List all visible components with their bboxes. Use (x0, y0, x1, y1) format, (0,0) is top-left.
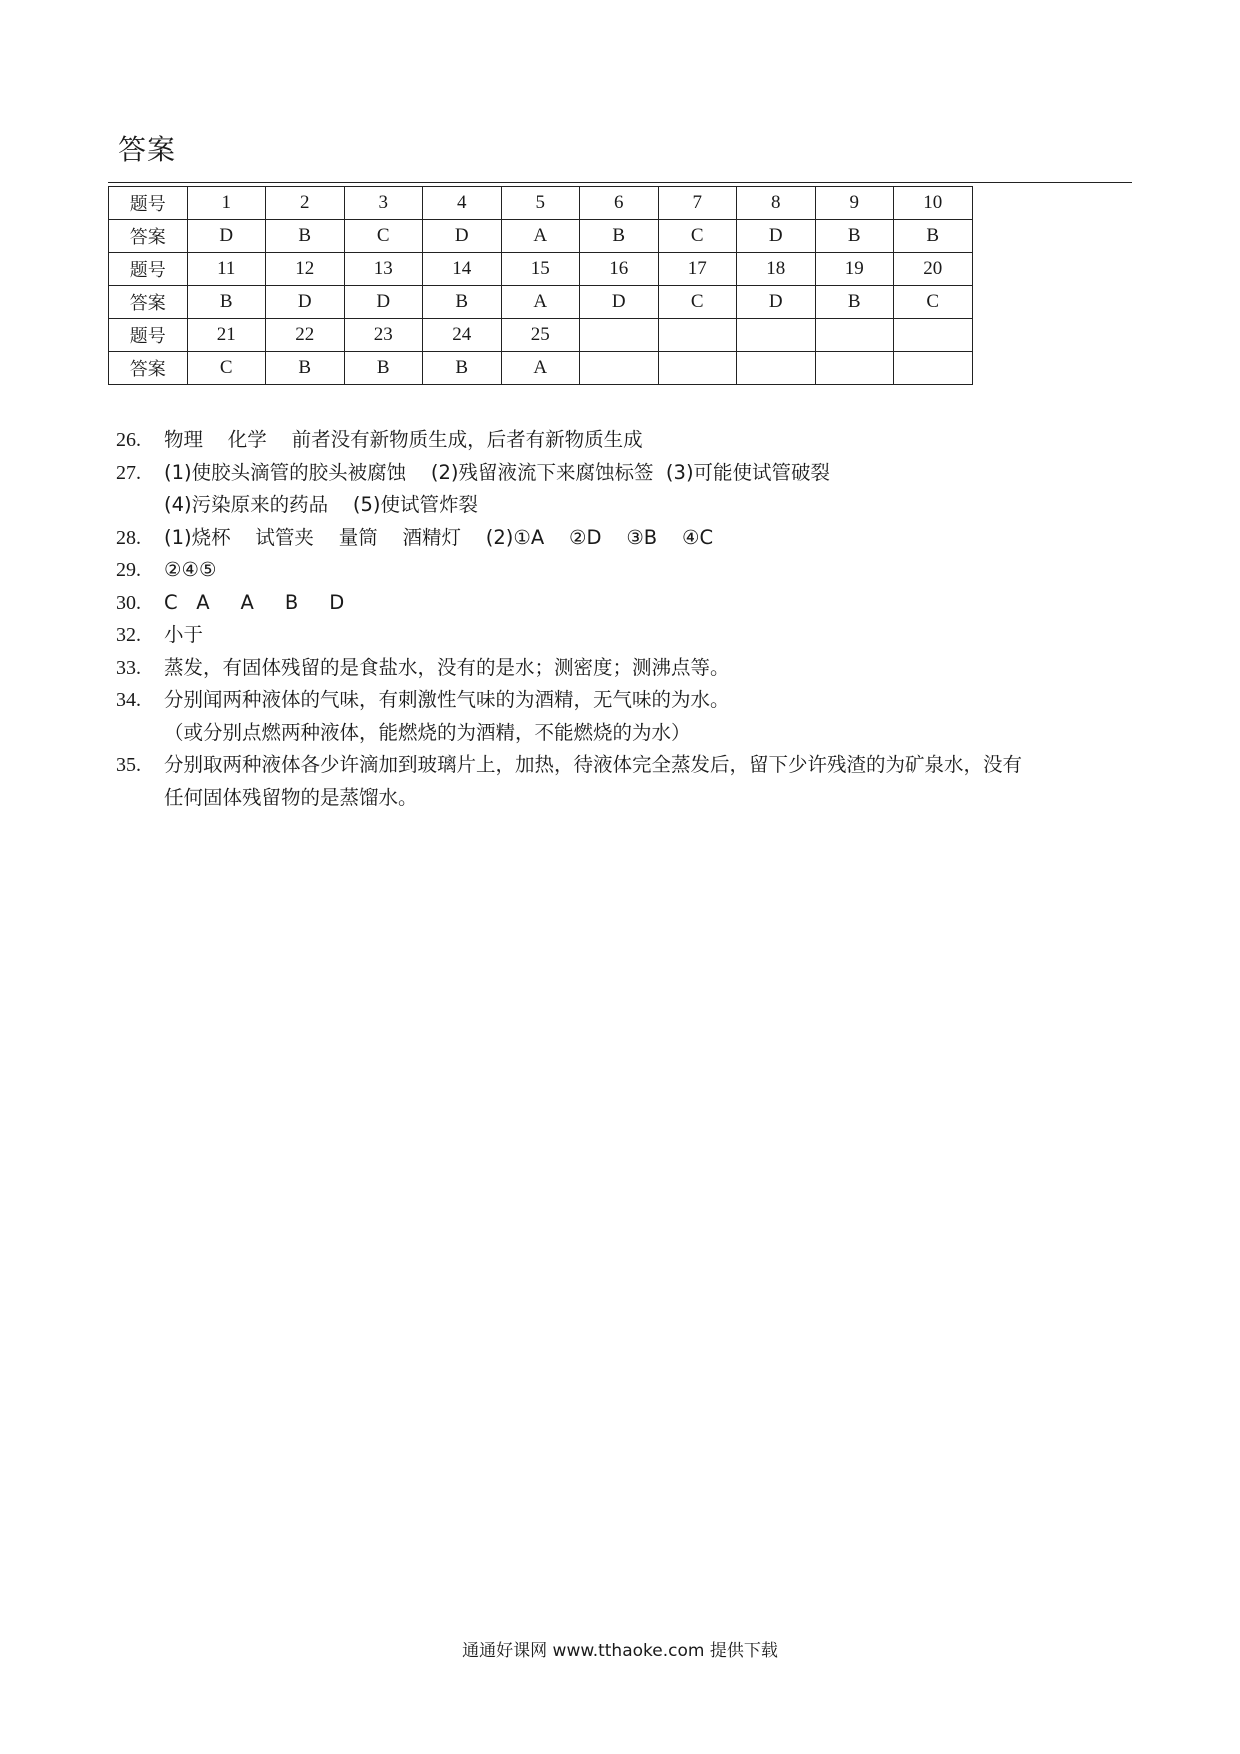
table-row (109, 286, 973, 319)
table-cell: 5 (501, 187, 580, 220)
answer-item (116, 619, 1136, 652)
answer-item (116, 457, 1136, 522)
table-cell (580, 319, 659, 352)
table-cell: 23 (344, 319, 423, 352)
table-cell: 3 (344, 187, 423, 220)
table-cell: B (266, 352, 345, 385)
table-cell: B (187, 286, 266, 319)
table-cell: D (344, 286, 423, 319)
table-cell: 21 (187, 319, 266, 352)
table-cell: B (815, 286, 894, 319)
table-cell: 2 (266, 187, 345, 220)
table-cell: B (423, 352, 502, 385)
table-cell: 12 (266, 253, 345, 286)
answer-text (164, 587, 1136, 620)
table-row (109, 352, 973, 385)
table-cell: D (737, 286, 816, 319)
table-cell: B (344, 352, 423, 385)
table-cell: A (501, 286, 580, 319)
table-cell: C (187, 352, 266, 385)
table-cell: C (658, 220, 737, 253)
table-cell: 22 (266, 319, 345, 352)
table-cell: 10 (894, 187, 973, 220)
table-cell: 4 (423, 187, 502, 220)
answer-number: 27. (116, 461, 141, 484)
title-rule (108, 182, 1132, 183)
table-cell: 11 (187, 253, 266, 286)
answer-item (116, 424, 1136, 457)
table-cell: B (894, 220, 973, 253)
table-cell: 8 (737, 187, 816, 220)
table-cell: D (187, 220, 266, 253)
table-cell: 15 (501, 253, 580, 286)
table-cell: 24 (423, 319, 502, 352)
answer-table (108, 186, 973, 385)
table-cell: 7 (658, 187, 737, 220)
table-cell: D (737, 220, 816, 253)
table-cell: 9 (815, 187, 894, 220)
answer-item (116, 522, 1136, 555)
table-cell: B (815, 220, 894, 253)
answer-line: 分别取两种液体各少许滴加到玻璃片上，加热，待液体完全蒸发后，留下少许残渣的为矿泉水，没有 (164, 753, 1023, 776)
table-cell: B (580, 220, 659, 253)
table-cell: C (894, 286, 973, 319)
answer-text (164, 749, 1136, 814)
answer-line: C A A B D (164, 590, 345, 614)
answer-line: ②④⑤ (164, 558, 217, 581)
table-cell: 6 (580, 187, 659, 220)
answer-table-body (109, 187, 973, 385)
table-cell: D (580, 286, 659, 319)
table-row (109, 319, 973, 352)
table-cell (737, 319, 816, 352)
answer-number: 30. (116, 591, 141, 614)
answer-number: 33. (116, 656, 141, 679)
footer: 通通好课网 www.tthaoke.com 提供下载 (462, 1641, 778, 1661)
answer-line: 分别闻两种液体的气味，有刺激性气味的为酒精，无气味的为水。 (164, 688, 730, 711)
table-cell (894, 319, 973, 352)
page-title: 答案 (118, 133, 177, 166)
answer-number: 28. (116, 526, 141, 549)
table-row (109, 187, 973, 220)
table-cell (894, 352, 973, 385)
answer-item (116, 587, 1136, 620)
answer-line: （或分别点燃两种液体，能燃烧的为酒精，不能燃烧的为水） (164, 720, 691, 744)
table-cell (580, 352, 659, 385)
answer-text (164, 619, 1136, 652)
table-cell: 20 (894, 253, 973, 286)
answer-line: 任何固体残留物的是蒸馏水。 (164, 785, 418, 809)
row-label: 答案 (109, 220, 188, 253)
table-cell: D (423, 220, 502, 253)
answer-text (164, 424, 1136, 457)
table-cell (658, 319, 737, 352)
table-cell: 14 (423, 253, 502, 286)
row-label: 题号 (109, 319, 188, 352)
answer-line: 小于 (164, 623, 204, 646)
answer-text (164, 554, 1136, 587)
answer-line: 物理 化学 前者没有新物质生成，后者有新物质生成 (164, 428, 643, 451)
table-cell: 25 (501, 319, 580, 352)
answer-number: 35. (116, 754, 141, 776)
table-cell: B (423, 286, 502, 319)
row-label: 答案 (109, 352, 188, 385)
answer-number: 26. (116, 429, 141, 451)
table-cell: 13 (344, 253, 423, 286)
answer-number: 34. (116, 689, 141, 711)
answer-line: (1)使胶头滴管的胶头被腐蚀 (2)残留液流下来腐蚀标签 (3)可能使试管破裂 (164, 460, 831, 484)
answer-item (116, 749, 1136, 814)
answer-text (164, 652, 1136, 685)
table-cell: A (501, 220, 580, 253)
answer-line: (4)污染原来的药品 (5)使试管炸裂 (164, 493, 479, 516)
table-cell (815, 352, 894, 385)
table-cell (658, 352, 737, 385)
answer-item (116, 652, 1136, 685)
answer-number: 29. (116, 559, 141, 581)
table-cell: D (266, 286, 345, 319)
table-cell: A (501, 352, 580, 385)
table-cell (737, 352, 816, 385)
table-cell: 1 (187, 187, 266, 220)
answer-item (116, 554, 1136, 587)
answer-list (116, 424, 1136, 814)
row-label: 题号 (109, 253, 188, 286)
table-cell: 17 (658, 253, 737, 286)
row-label: 题号 (109, 187, 188, 220)
answer-line: (1)烧杯 试管夹 量筒 酒精灯 (2)①A ②D ③B ④C (164, 525, 714, 549)
answer-text (164, 684, 1136, 749)
answer-text (164, 522, 1136, 555)
answer-text (164, 457, 1136, 522)
table-cell (815, 319, 894, 352)
table-row (109, 253, 973, 286)
table-cell: 16 (580, 253, 659, 286)
table-cell: C (344, 220, 423, 253)
answer-number: 32. (116, 624, 141, 646)
answer-line: 蒸发，有固体残留的是食盐水，没有的是水；测密度；测沸点等。 (164, 655, 730, 679)
table-cell: B (266, 220, 345, 253)
table-cell: C (658, 286, 737, 319)
table-cell: 19 (815, 253, 894, 286)
row-label: 答案 (109, 286, 188, 319)
answer-item (116, 684, 1136, 749)
table-row (109, 220, 973, 253)
table-cell: 18 (737, 253, 816, 286)
